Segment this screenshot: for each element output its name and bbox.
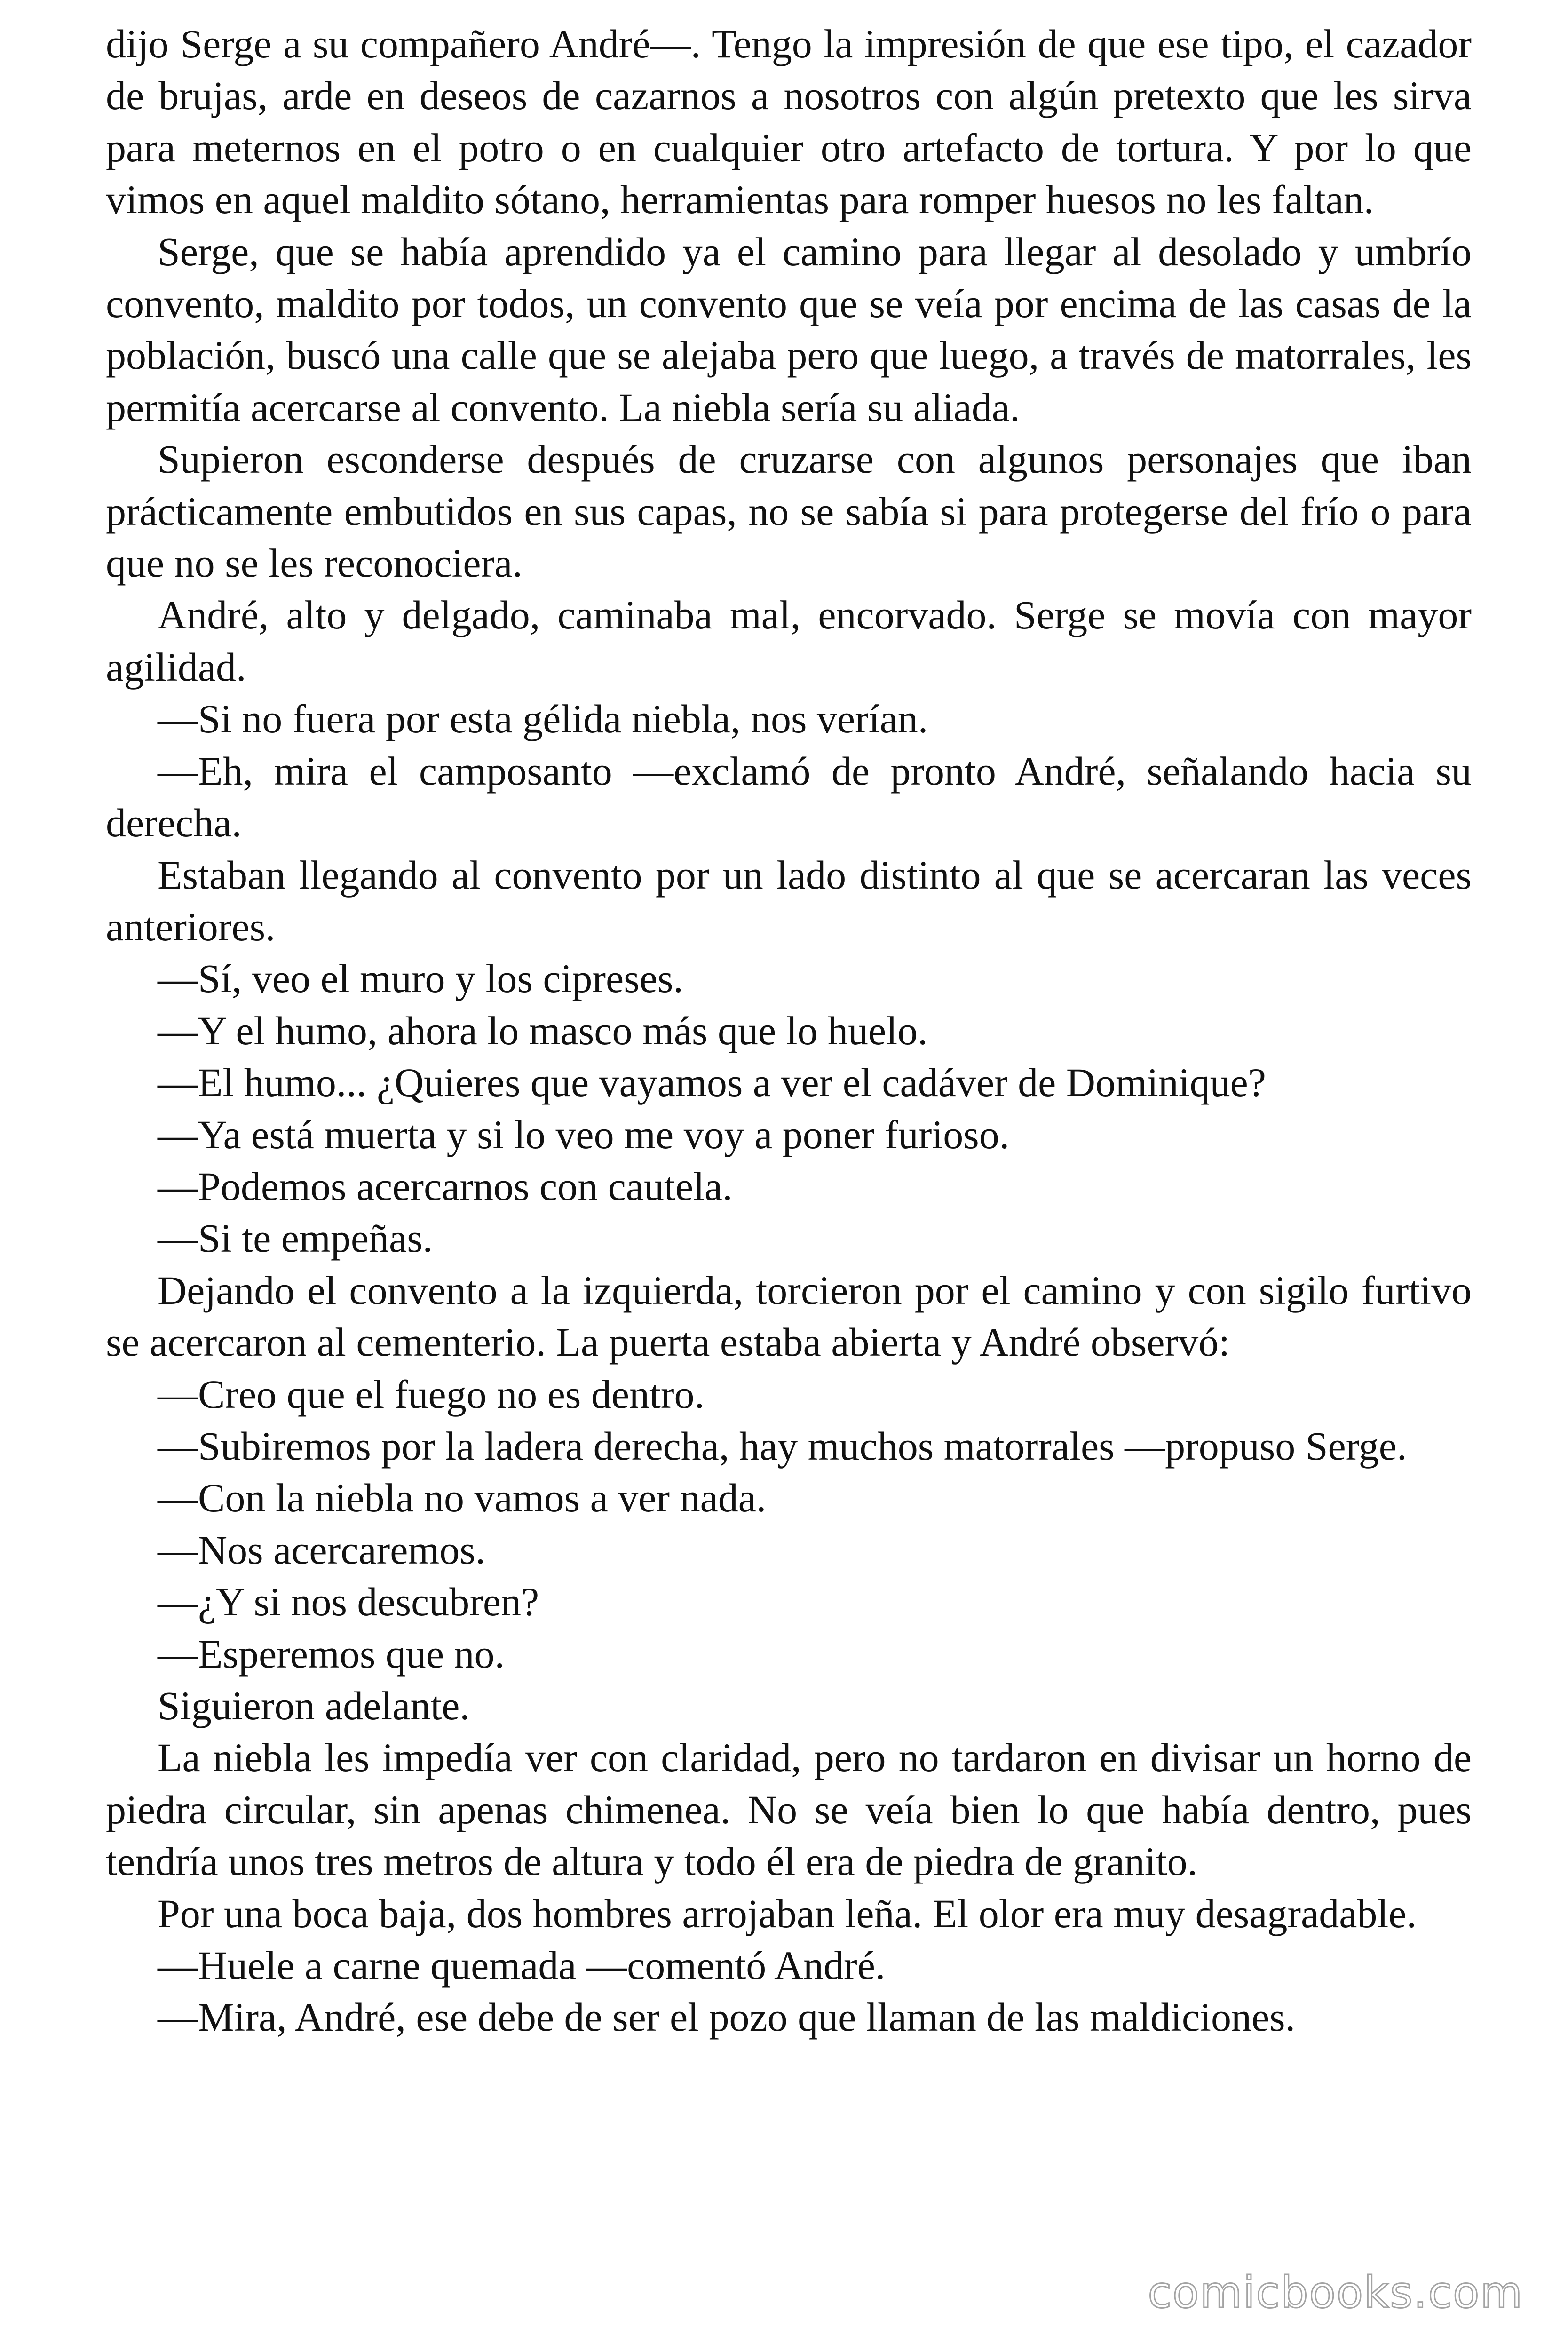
paragraph: —Huele a carne quemada —comentó André. (158, 1943, 886, 1988)
paragraph: Estaban llegando al convento por un lado distinto al que se acercaran las veces anteriores. (106, 852, 1472, 949)
paragraph: —Podemos acercarnos con cautela. (158, 1163, 733, 1209)
paragraph: —Si no fuera por esta gélida niebla, nos verían. (158, 696, 928, 742)
paragraph: dijo Serge a su compañero André—. Tengo la impresión de que ese tipo, el cazador de brujas, arde en deseos de cazarnos a nosotros con algún pretexto que les sirva para meternos en el potro o en cualquier otro artefacto de tortura. Y por lo que vimos en aquel maldito sótano, herramientas para romper huesos no les faltan. (106, 21, 1472, 222)
paragraph: Por una boca baja, dos hombres arrojaban leña. El olor era muy desagradable. (158, 1891, 1417, 1936)
paragraph: —Subiremos por la ladera derecha, hay muchos matorrales —propuso Serge. (158, 1423, 1407, 1469)
paragraph: Supieron esconderse después de cruzarse con algunos personajes que iban prácticamente embutidos en sus capas, no se sabía si para protegerse del frío o para que no se les reconociera. (106, 437, 1472, 586)
paragraph: —Ya está muerta y si lo veo me voy a poner furioso. (158, 1112, 1010, 1157)
paragraph: —Con la niebla no vamos a ver nada. (158, 1475, 767, 1521)
paragraph: —Eh, mira el camposanto —exclamó de pronto André, señalando hacia su derecha. (106, 748, 1472, 846)
paragraph: —Mira, André, ese debe de ser el pozo que llaman de las maldiciones. (158, 1994, 1296, 2040)
page-text-body (106, 18, 1472, 2043)
paragraph: —Sí, veo el muro y los cipreses. (158, 956, 683, 1001)
paragraph: Dejando el convento a la izquierda, torcieron por el camino y con sigilo furtivo se acercaron al cementerio. La puerta estaba abierta y André observó: (106, 1267, 1472, 1365)
paragraph: —Esperemos que no. (158, 1631, 505, 1677)
paragraph: Siguieron adelante. (158, 1683, 470, 1728)
paragraph: —Nos acercaremos. (158, 1527, 486, 1573)
paragraph: —¿Y si nos descubren? (158, 1579, 539, 1625)
paragraph: —Creo que el fuego no es dentro. (158, 1371, 705, 1417)
paragraph: Serge, que se había aprendido ya el camino para llegar al desolado y umbrío convento, maldito por todos, un convento que se veía por encima de las casas de la población, buscó una calle que se alejaba pero que luego, a través de matorrales, les permitía acercarse al convento. La niebla sería su aliada. (106, 229, 1472, 430)
paragraph: —Si te empeñas. (158, 1216, 433, 1261)
paragraph: André, alto y delgado, caminaba mal, encorvado. Serge se movía con mayor agilidad. (106, 592, 1472, 690)
paragraph: —El humo... ¿Quieres que vayamos a ver el cadáver de Dominique? (158, 1060, 1266, 1105)
paragraph: La niebla les impedía ver con claridad, pero no tardaron en divisar un horno de piedra circular, sin apenas chimenea. No se veía bien lo que había dentro, pues tendría unos tres metros de altura y todo él era de piedra de granito. (106, 1735, 1472, 1884)
paragraph: —Y el humo, ahora lo masco más que lo huelo. (158, 1008, 928, 1053)
watermark-text: comicbooks.com (1148, 2267, 1523, 2318)
